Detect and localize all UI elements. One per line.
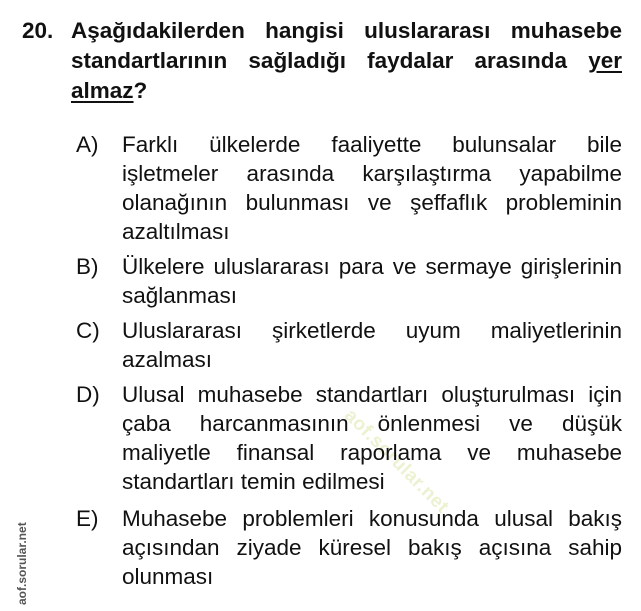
question-underlined-word-1: yer [588, 48, 622, 73]
question-underlined-word-2: almaz [71, 78, 134, 103]
option-letter: C) [76, 318, 100, 343]
option-letter: E) [76, 506, 99, 531]
question-text [71, 16, 622, 106]
diagonal-watermark: aof.sorular.net [340, 405, 453, 518]
option-text: Ulusal muhasebe standartları oluşturulması için çaba harcanmasının önlenmesi ve düşük maliyetle finansal raporlama ve muhasebe standartları temin edilmesi [122, 382, 622, 494]
option-text: Farklı ülkelerde faaliyette bulunsalar bile işletmeler arasında karşılaştırma yapabilme olanağının bulunması ve şeffaflık probleminin azaltılması [122, 132, 622, 244]
question-mark: ? [133, 78, 148, 103]
option-letter: D) [76, 382, 100, 407]
side-watermark: aof.sorular.net [15, 522, 29, 605]
question-number: 20. [22, 18, 54, 43]
option-letter: A) [76, 132, 99, 157]
option-letter: B) [76, 254, 99, 279]
question-text-main: Aşağıdakilerden hangisi uluslararası muhasebe standartlarının sağladığı faydalar arasında [71, 18, 622, 73]
option-text: Ülkelere uluslararası para ve sermaye girişlerinin sağlanması [122, 254, 622, 308]
option-text: Uluslararası şirketlerde uyum maliyetlerinin azalması [122, 318, 622, 372]
option-text: Muhasebe problemleri konusunda ulusal bakış açısından ziyade küresel bakış açısına sahip olunması [122, 506, 622, 589]
